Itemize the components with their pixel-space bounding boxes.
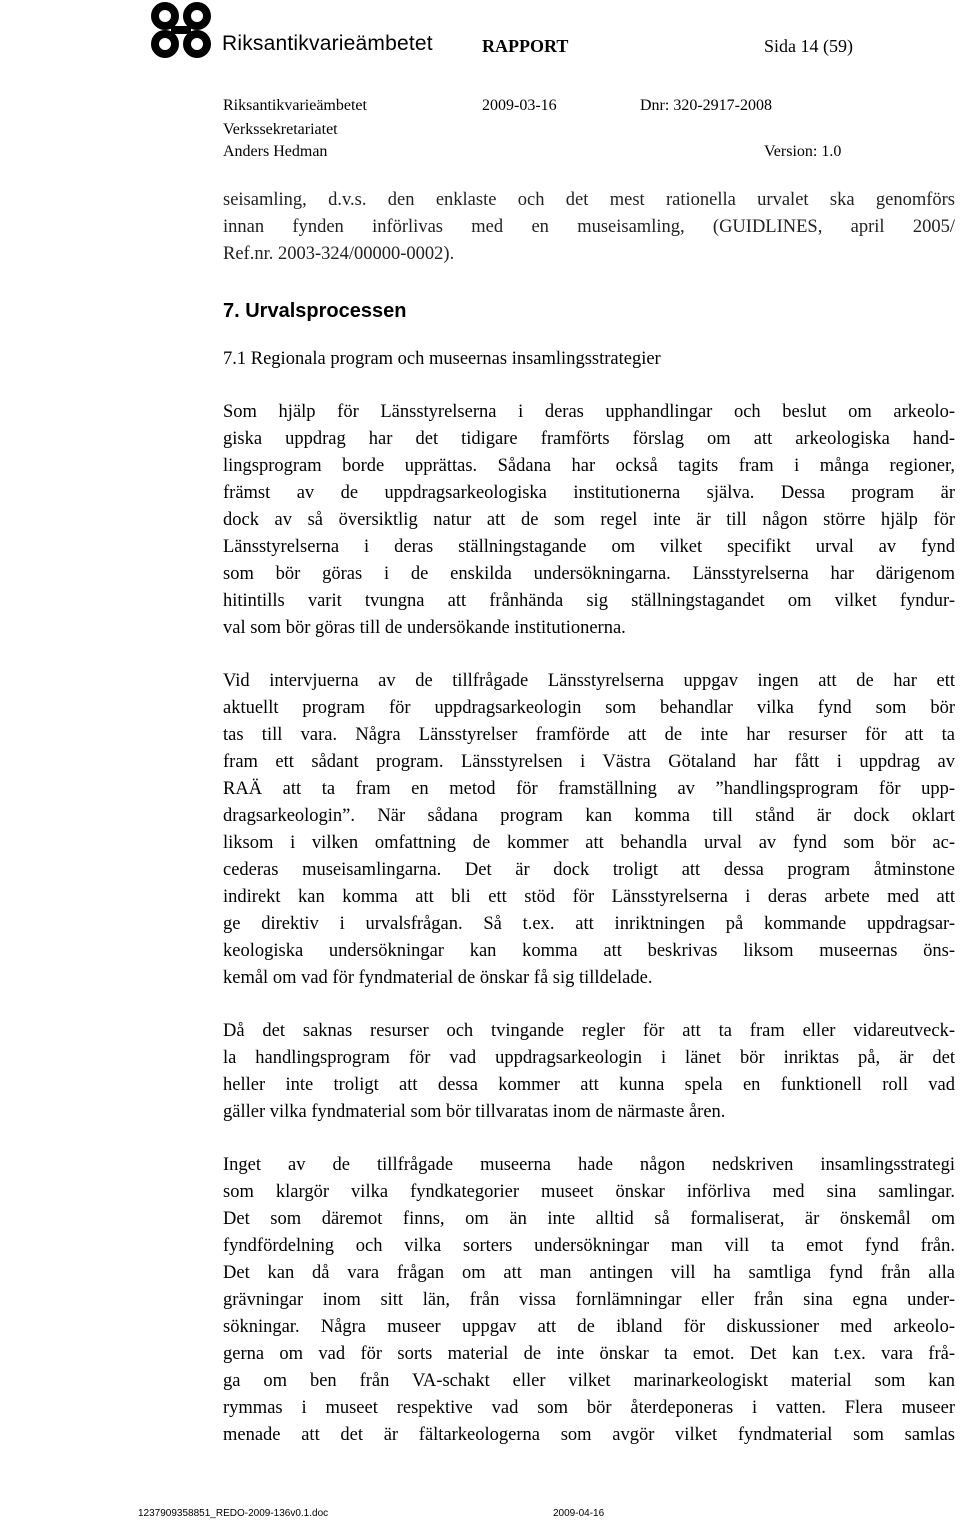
meta-org: Riksantikvarieämbetet bbox=[223, 97, 367, 114]
text-line: Då det saknas resurser och tvingande regler för att ta fram eller vidareutveck- bbox=[223, 1021, 955, 1041]
org-name: Riksantikvarieämbetet bbox=[222, 32, 433, 55]
subsection-heading: 7.1 Regionala program och museernas insamlingsstrategier bbox=[223, 349, 661, 369]
text-line: Som hjälp för Länsstyrelserna i deras upphandlingar och beslut om arkeolo- bbox=[223, 402, 955, 422]
text-line: tas till vara. Några Länsstyrelser framförde att de inte har resurser för att ta bbox=[223, 725, 955, 745]
text-line: gäller vilka fyndmaterial som bör tillvaratas inom de närmaste åren. bbox=[223, 1102, 726, 1122]
raa-logo-icon bbox=[150, 2, 212, 58]
text-line: seisamling, d.v.s. den enklaste och det mest rationella urvalet ska genomförs bbox=[223, 190, 955, 210]
footer-date: 2009-04-16 bbox=[553, 1508, 605, 1519]
paragraph-4 bbox=[223, 1152, 955, 1449]
text-line: fyndfördelning och vilka sorters undersökningar man vill ta emot fynd från. bbox=[223, 1236, 955, 1256]
text-line: gerna om vad för sorts material de inte önskar ta emot. Det kan t.ex. vara frå- bbox=[223, 1344, 955, 1364]
text-line: rymmas i museet respektive vad som bör återdeponeras i vatten. Flera museer bbox=[223, 1398, 955, 1418]
text-line: Länsstyrelserna i deras ställningstagande om vilket specifikt urval av fynd bbox=[223, 537, 955, 557]
text-line: dragsarkeologin”. När sådana program kan komma till stånd är dock oklart bbox=[223, 806, 955, 826]
text-line: fram ett sådant program. Länsstyrelsen i Västra Götaland har fått i uppdrag av bbox=[223, 752, 955, 772]
text-line: la handlingsprogram för vad uppdragsarkeologin i länet bör inriktas på, är det bbox=[223, 1048, 955, 1068]
meta-department: Verkssekretariatet bbox=[223, 121, 338, 138]
text-line: Vid intervjuerna av de tillfrågade Länsstyrelserna uppgav ingen att de har ett bbox=[223, 671, 955, 691]
text-line: som klargör vilka fyndkategorier museet önskar införliva med sina samlingar. bbox=[223, 1182, 955, 1202]
text-line: lingsprogram borde upprättas. Sådana har också tagits fram i många regioner, bbox=[223, 456, 955, 476]
text-line: ga om ben från VA-schakt eller vilket marinarkeologiskt material som kan bbox=[223, 1371, 955, 1391]
text-line: främst av de uppdragsarkeologiska institutionerna själva. Dessa program är bbox=[223, 483, 955, 503]
text-line: RAÄ att ta fram en metod för framställning av ”handlingsprogram för upp- bbox=[223, 779, 955, 799]
text-line: giska uppdrag har det tidigare framförts förslag om att arkeologiska hand- bbox=[223, 429, 955, 449]
text-line: hitintills varit tvungna att frånhända sig ställningstagandet om vilket fyndur- bbox=[223, 591, 955, 611]
text-line: val som bör göras till de undersökande institutionerna. bbox=[223, 618, 626, 638]
main-content bbox=[223, 187, 955, 1449]
text-line: keologiska undersökningar kan komma att beskrivas liksom museernas öns- bbox=[223, 941, 955, 961]
text-line: innan fynden införlivas med en museisamling, (GUIDLINES, april 2005/ bbox=[223, 217, 955, 237]
text-line: Inget av de tillfrågade museerna hade någon nedskriven insamlingsstrategi bbox=[223, 1155, 955, 1175]
text-line: Det som däremot finns, om än inte alltid så formaliserat, är önskemål om bbox=[223, 1209, 955, 1229]
paragraph-3 bbox=[223, 1018, 955, 1126]
section-heading: 7. Urvalsprocessen bbox=[223, 300, 407, 322]
text-line: indirekt kan komma att bli ett stöd för Länsstyrelserna i deras arbete med att bbox=[223, 887, 955, 907]
meta-date: 2009-03-16 bbox=[482, 97, 557, 114]
text-line: Ref.nr. 2003-324/00000-0002). bbox=[223, 244, 455, 264]
text-line: liksom i vilken omfattning de kommer att behandla urval av fynd som bör ac- bbox=[223, 833, 955, 853]
page-number: Sida 14 (59) bbox=[764, 36, 853, 56]
text-line: grävningar inom sitt län, från vissa fornlämningar eller från sina egna under- bbox=[223, 1290, 955, 1310]
meta-version: Version: 1.0 bbox=[764, 143, 842, 160]
paragraph-1 bbox=[223, 399, 955, 642]
text-line: som bör göras i de enskilda undersökningarna. Länsstyrelserna har därigenom bbox=[223, 564, 955, 584]
text-line: Det kan då vara frågan om att man antingen vill ha samtliga fynd från alla bbox=[223, 1263, 955, 1283]
paragraph-2 bbox=[223, 668, 955, 992]
text-line: heller inte troligt att dessa kommer att kunna spela en funktionell roll vad bbox=[223, 1075, 955, 1095]
text-line: cederas museisamlingarna. Det är dock troligt att dessa program åtminstone bbox=[223, 860, 955, 880]
text-line: aktuellt program för uppdragsarkeologin som behandlar vilka fynd som bör bbox=[223, 698, 955, 718]
meta-dnr: Dnr: 320-2917-2008 bbox=[640, 97, 772, 114]
text-line: dock av så översiktlig natur att de som regel inte är till någon större hjälp för bbox=[223, 510, 955, 530]
intro-paragraph bbox=[223, 187, 955, 268]
report-label: RAPPORT bbox=[482, 36, 569, 56]
text-line: sökningar. Några museer uppgav att de ibland för diskussioner med arkeolo- bbox=[223, 1317, 955, 1337]
meta-author: Anders Hedman bbox=[223, 143, 328, 160]
footer-filename: 1237909358851_REDO-2009-136v0.1.doc bbox=[138, 1508, 329, 1519]
text-line: menade att det är fältarkeologerna som avgör vilket fyndmaterial som samlas bbox=[223, 1425, 955, 1445]
text-line: ge direktiv i urvalsfrågan. Så t.ex. att inriktningen på kommande uppdragsar- bbox=[223, 914, 955, 934]
text-line: kemål om vad för fyndmaterial de önskar få sig tilldelade. bbox=[223, 968, 653, 988]
